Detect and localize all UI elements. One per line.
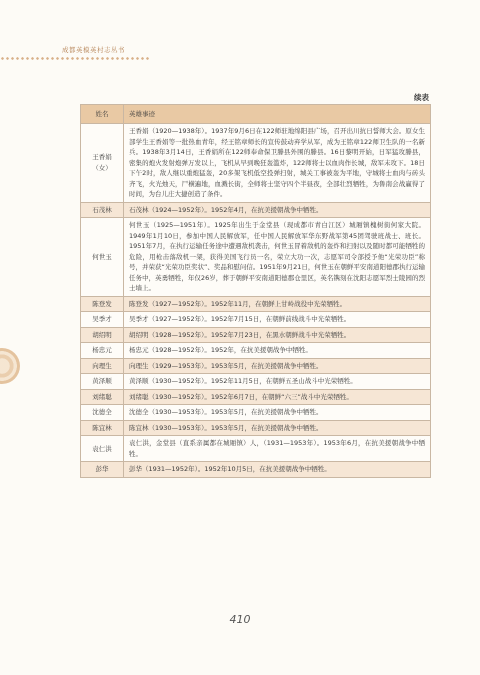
series-header: 成都英模英村志丛书 bbox=[62, 46, 125, 54]
table-row bbox=[81, 405, 431, 421]
table-row bbox=[81, 436, 431, 462]
hero-name-cell: 陈登发 bbox=[81, 296, 124, 312]
hero-name-cell: 彭华 bbox=[81, 462, 124, 478]
hero-deed-cell: 彭华（1931—1952年）。1952年10月5日，在抗美援朝战争中牺牲。 bbox=[124, 462, 431, 478]
table-row bbox=[81, 389, 431, 405]
hero-name-cell: 刘绪聪 bbox=[81, 389, 124, 405]
table-header-row bbox=[81, 105, 431, 124]
hero-name-cell: 石茂林 bbox=[81, 202, 124, 218]
continued-label: 续表 bbox=[414, 93, 429, 102]
hero-name-cell: 何世玉 bbox=[81, 218, 124, 297]
hero-deed-cell: 胡绍明（1928—1952年）。1952年7月23日，在黑水朝鲜战斗中光荣牺牲。 bbox=[124, 327, 431, 343]
hero-name-cell: 黄泽顺 bbox=[81, 374, 124, 390]
table-row bbox=[81, 218, 431, 297]
hero-deed-cell: 石茂林（1924—1952年）。1952年4月，在抗美援朝战争中牺牲。 bbox=[124, 202, 431, 218]
hero-name-cell: 袁仁洪 bbox=[81, 436, 124, 462]
page-number: 410 bbox=[229, 613, 251, 626]
table-row bbox=[81, 202, 431, 218]
hero-name-cell: 杨忠元 bbox=[81, 343, 124, 359]
hero-deed-cell: 袁仁洪，金堂县（直系亲属都在城厢镇）人，（1931—1953年）。1953年6月，在抗美援朝战争中牺牲。 bbox=[124, 436, 431, 462]
hero-table bbox=[80, 104, 431, 478]
hero-name-cell: 吴季才 bbox=[81, 312, 124, 328]
column-header-deed: 英雄事迹 bbox=[124, 105, 431, 124]
hero-deed-cell: 刘绪聪（1930—1952年）。1952年6月7日，在朝鲜“六三”战斗中光荣牺牲。 bbox=[124, 389, 431, 405]
hero-deed-cell: 何世玉（1925—1951年）。1925年出生于金堂县（现成都市青白江区）城厢镇槐树街何家大院。1949年1月10日，参加中国人民解放军，任中国人民解放军华东野战军第45团驾驶班战士、班长。1951年7月，在执行运输任务途中遭遇敌机袭击，何世玉冒着敌机的轰炸和扫射以及随时都可能牺牲的危险，用枪击落敌机一架，获得美国飞行员一名，荣立大功一次，志愿军司令部授予他“光荣功臣”称号，并荣获“光荣功臣奖状”、奖品和慰问信。1951年9月21日，何世玉在朝鲜平安南道阳德郡执行运输任务中，英勇牺牲，年仅26岁，葬于朝鲜平安南道阳德郡仓里区，英名镌刻在沈阳志愿军烈士陵园的烈士墙上。 bbox=[124, 218, 431, 297]
table-row bbox=[81, 327, 431, 343]
hero-name-cell: 王香娟（女） bbox=[81, 124, 124, 203]
hero-deed-cell: 陈宜林（1930—1953年）。1953年5月，在抗美援朝战争中牺牲。 bbox=[124, 420, 431, 436]
hero-name-cell: 陈宜林 bbox=[81, 420, 124, 436]
hero-deed-cell: 王香娟（1920—1938年）。1937年9月6日在122师驻地绵阳县广场，召开出川抗日誓师大会。原女生部学生王香娟等一批热血青年，经王铭章师长的宣传鼓动弃学从军，成为王铭章122师卫生队的一名新兵。1938年3月14日，王香娟所在122师奉命保卫滕县外围的滕县。16日黎明开始，日军猛攻滕县，密集的炮火发射炮弹万发以上，飞机从早到晚狂轰滥炸，122师将士以血肉作长城，敌军未攻下。18日下午2时，敌人继以重炮猛轰，20多架飞机低空投弹扫射，城关工事被轰为平地，守城将士血肉与砖头齐飞，火光烛天，尸横遍地，血溅长街，全师将士坚守四个半昼夜，全部壮烈牺牲，为鲁南会战赢得了时间，为台儿庄大捷创造了条件。 bbox=[124, 124, 431, 203]
table-row bbox=[81, 420, 431, 436]
table-row bbox=[81, 374, 431, 390]
side-emblem-icon bbox=[0, 348, 20, 384]
hero-deed-cell: 沈德全（1930—1953年）。1953年5月，在抗美援朝战争中牺牲。 bbox=[124, 405, 431, 421]
table-row bbox=[81, 124, 431, 203]
hero-name-cell: 胡绍明 bbox=[81, 327, 124, 343]
table-row bbox=[81, 296, 431, 312]
table-row bbox=[81, 358, 431, 374]
table-row bbox=[81, 462, 431, 478]
hero-deed-cell: 向理生（1929—1953年）。1953年5月，在抗美援朝战争中牺牲。 bbox=[124, 358, 431, 374]
table-row bbox=[81, 343, 431, 359]
decorative-dot-line bbox=[0, 57, 150, 60]
hero-name-cell: 沈德全 bbox=[81, 405, 124, 421]
table-row bbox=[81, 312, 431, 328]
hero-name-cell: 向理生 bbox=[81, 358, 124, 374]
hero-deed-cell: 黄泽顺（1930—1952年）。1952年11月5日，在朝鲜五圣山战斗中光荣牺牲。 bbox=[124, 374, 431, 390]
hero-deed-cell: 杨忠元（1928—1952年）。1952年，在抗美援朝战争中牺牲。 bbox=[124, 343, 431, 359]
hero-deed-cell: 陈登发（1927—1952年）。1952年11月，在朝鲜上甘岭战役中光荣牺牲。 bbox=[124, 296, 431, 312]
hero-deed-cell: 吴季才（1927—1952年）。1952年7月15日，在朝鲜前线战斗中光荣牺牲。 bbox=[124, 312, 431, 328]
column-header-name: 姓名 bbox=[81, 105, 124, 124]
